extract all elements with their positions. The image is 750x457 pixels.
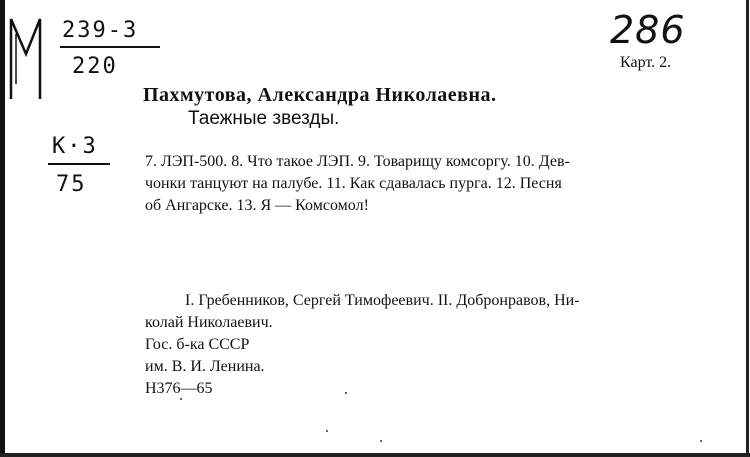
contents-line: об Ангарске. 13. Я — Комсомол! xyxy=(145,197,369,214)
credits-block xyxy=(145,290,693,400)
handwritten-m-mark xyxy=(8,14,44,104)
work-title: Таежные звезды. xyxy=(188,108,340,129)
authors-line: I. Гребенников, Сергей Тимофеевич. II. Добронравов, Ни- xyxy=(185,292,580,309)
accession-fraction-line xyxy=(60,46,160,48)
speck xyxy=(345,392,347,394)
card-label: Карт. 2. xyxy=(620,54,672,71)
contents-line: чонки танцуют на палубе. 11. Как сдавалась пурга. 12. Песня xyxy=(145,175,562,192)
library-line: Гос. б-ка СССР xyxy=(145,336,250,353)
library-line: им. В. И. Ленина. xyxy=(145,358,265,375)
speck xyxy=(326,430,328,432)
speck xyxy=(380,440,382,442)
author-heading: Пахмутова, Александра Николаевна. xyxy=(143,84,497,106)
card-right-edge xyxy=(746,0,749,457)
shelf-fraction-line xyxy=(48,163,110,165)
card-code: Н376—65 xyxy=(145,380,213,397)
card-left-edge xyxy=(0,0,5,457)
accession-sub-number: 220 xyxy=(72,54,118,79)
authors-line: колай Николаевич. xyxy=(145,314,273,331)
shelf-sub-number: 75 xyxy=(56,172,87,197)
card-handwritten-number: 286 xyxy=(610,8,686,52)
accession-number: 239-3 xyxy=(62,18,139,43)
contents-list xyxy=(145,151,693,217)
speck xyxy=(700,440,702,442)
shelf-mark: К·3 xyxy=(52,134,98,159)
card-bottom-edge xyxy=(0,453,750,457)
contents-line: 7. ЛЭП-500. 8. Что такое ЛЭП. 9. Товарищу комсоргу. 10. Дев- xyxy=(145,153,570,170)
speck xyxy=(180,398,182,400)
